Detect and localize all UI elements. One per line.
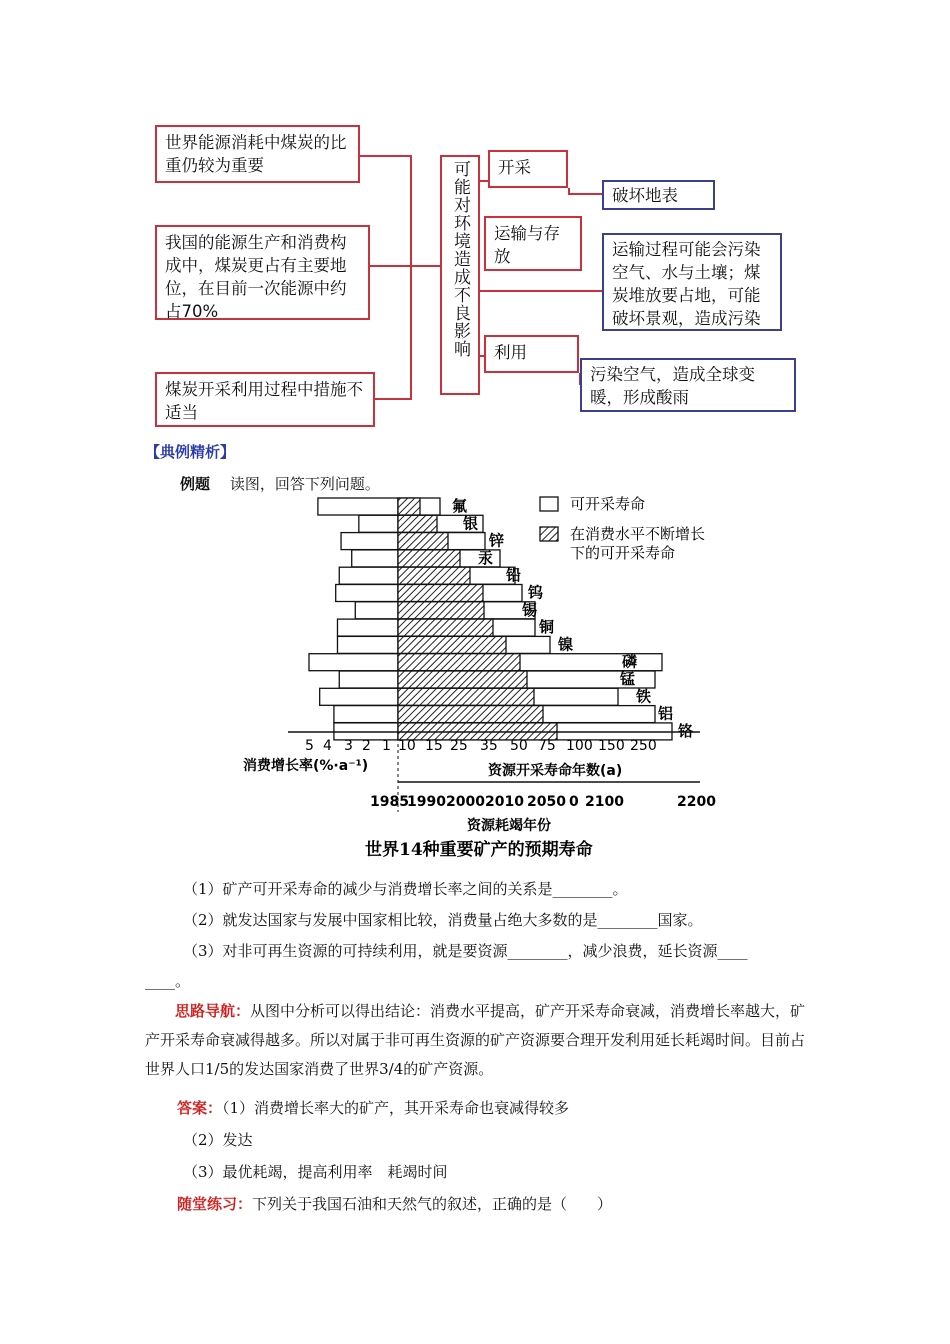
lifespan-growth-bar (398, 533, 448, 550)
answer-label: 答案： (177, 1099, 223, 1117)
question-2: （2）就发达国家与发展中国家相比较，消费量占绝大多数的是________国家。 (183, 911, 703, 929)
left-axis-label: 消费增长率(%·a⁻¹) (243, 758, 369, 774)
right-tick-label: 150 (598, 738, 625, 754)
growth-rate-bar (337, 636, 398, 653)
practice-line: 随堂练习：下列关于我国石油和天然气的叙述，正确的是（ ） (177, 1195, 613, 1213)
lifespan-growth-bar (398, 498, 420, 515)
left-tick-label: 3 (344, 738, 353, 754)
answer-line-2: （2）发达 (183, 1131, 253, 1149)
growth-rate-bar (309, 654, 398, 671)
year-tick-label: 2200 (677, 794, 716, 810)
year-tick-label: 2000 (446, 794, 485, 810)
mineral-label: 铜 (539, 618, 555, 637)
year-axis-label: 资源耗竭年份 (467, 818, 551, 834)
mineral-label: 铝 (658, 704, 674, 723)
practice-label: 随堂练习： (177, 1195, 253, 1213)
effect-transport: 运输过程可能会污染空气、水与土壤；煤炭堆放要占地，可能破坏景观，造成污染 (602, 233, 782, 331)
left-tick-label: 5 (305, 738, 314, 754)
mineral-label: 汞 (478, 548, 494, 567)
year-tick-label: 2010 (485, 794, 524, 810)
stage-mining: 开采 (488, 150, 568, 188)
example-text: 读图，回答下列问题。 (229, 475, 380, 493)
chart-title: 世界14种重要矿产的预期寿命 (365, 840, 593, 860)
growth-rate-bar (339, 567, 398, 584)
right-tick-label: 35 (480, 738, 498, 754)
year-tick-label: 2050 (527, 794, 566, 810)
right-tick-label: 10 (398, 738, 416, 754)
mineral-label: 银 (463, 514, 479, 533)
mineral-label: 钨 (528, 583, 544, 602)
analysis-label: 思路导航： (175, 1002, 251, 1020)
growth-rate-bar (355, 602, 398, 619)
growth-rate-bar (318, 498, 398, 515)
lifespan-growth-bar (398, 706, 543, 723)
growth-rate-bar (359, 515, 398, 532)
lifespan-growth-bar (398, 671, 527, 688)
lifespan-growth-bar (398, 567, 470, 584)
mineral-label: 锰 (620, 670, 636, 688)
legend-swatch-hatched (540, 527, 558, 541)
lifespan-growth-bar (398, 602, 484, 619)
mineral-label: 铅 (506, 566, 522, 585)
effect-use: 污染空气，造成全球变暖，形成酸雨 (580, 358, 796, 412)
answer-line-3: （3）最优耗竭，提高利用率 耗竭时间 (183, 1163, 448, 1181)
lifespan-growth-bar (398, 619, 493, 636)
mineral-label: 磷 (622, 652, 638, 671)
year-tick-label: 2100 (585, 794, 624, 810)
right-tick-label: 50 (510, 738, 528, 754)
center-impact-label: 可能对环境造成不良影响 (450, 160, 470, 358)
growth-rate-bar (341, 533, 398, 550)
mineral-label: 锡 (522, 600, 538, 619)
cause-box-1: 世界能源消耗中煤炭的比重仍较为重要 (155, 125, 360, 183)
lifespan-growth-bar (398, 515, 437, 532)
growth-rate-bar (339, 671, 398, 688)
left-tick-label: 4 (323, 738, 332, 754)
year-tick-label: 1990 (407, 794, 446, 810)
lifespan-growth-bar (398, 585, 483, 602)
stage-transport: 运输与存放 (484, 216, 582, 271)
year-tick-label: 1985 (370, 794, 409, 810)
stage-use: 利用 (484, 335, 579, 373)
lifespan-growth-bar (398, 550, 460, 567)
section-heading: 【典例精析】 (145, 443, 236, 461)
cause-box-2: 我国的能源生产和消费构成中，煤炭更占有主要地位，在目前一次能源中约占70% (155, 225, 370, 320)
growth-rate-bar (337, 619, 398, 636)
question-3-cont: ____。 (145, 972, 191, 990)
mineral-label: 镍 (558, 635, 574, 654)
question-3: （3）对非可再生资源的可持续利用，就是要资源________，减少浪费，延长资源____ (183, 942, 748, 960)
legend-swatch-plain (540, 497, 558, 511)
answer-line-1: 答案：（1）消费增长率大的矿产，其开采寿命也衰减得较多 (177, 1099, 570, 1117)
mineral-label: 氟 (452, 497, 468, 515)
right-axis-label: 资源开采寿命年数(a) (488, 763, 623, 779)
right-tick-label: 25 (450, 738, 468, 754)
mineral-label: 铁 (636, 687, 652, 706)
analysis-text: 从图中分析可以得出结论：消费水平提高，矿产开采寿命衰减，消费增长率越大，矿产开采寿命衰减得越多。所以对属于非可再生资源的矿产资源要合理开发利用延长耗竭时间。目前占世界人口1/5的发达国家消费了世界3/4的矿产资源。 (145, 1002, 806, 1078)
lifespan-growth-bar (398, 654, 520, 671)
lifespan-growth-bar (398, 688, 534, 705)
left-tick-label: 1 (382, 738, 391, 754)
growth-rate-bar (336, 585, 398, 602)
left-tick-label: 2 (362, 738, 371, 754)
legend-label-hatched-1: 在消费水平不断增长 (570, 525, 706, 543)
legend-label-plain: 可开采寿命 (570, 495, 646, 513)
effect-surface: 破坏地表 (602, 180, 715, 210)
analysis-paragraph (145, 997, 810, 1084)
mineral-label: 铬 (678, 721, 694, 740)
right-tick-label: 250 (630, 738, 657, 754)
growth-rate-bar (320, 688, 398, 705)
mineral-label: 锌 (489, 531, 505, 550)
legend-label-hatched-2: 下的可开采寿命 (570, 544, 676, 562)
right-tick-label: 75 (538, 738, 556, 754)
growth-rate-bar (334, 706, 398, 723)
year-tick-label: 0 (569, 794, 579, 810)
right-tick-label: 100 (566, 738, 593, 754)
growth-rate-bar (352, 550, 398, 567)
question-1: （1）矿产可开采寿命的减少与消费增长率之间的关系是________。 (183, 880, 628, 898)
lifespan-growth-bar (398, 636, 506, 653)
right-tick-label: 15 (425, 738, 443, 754)
cause-box-3: 煤炭开采利用过程中措施不适当 (155, 372, 375, 427)
example-label: 例题 (180, 475, 211, 493)
